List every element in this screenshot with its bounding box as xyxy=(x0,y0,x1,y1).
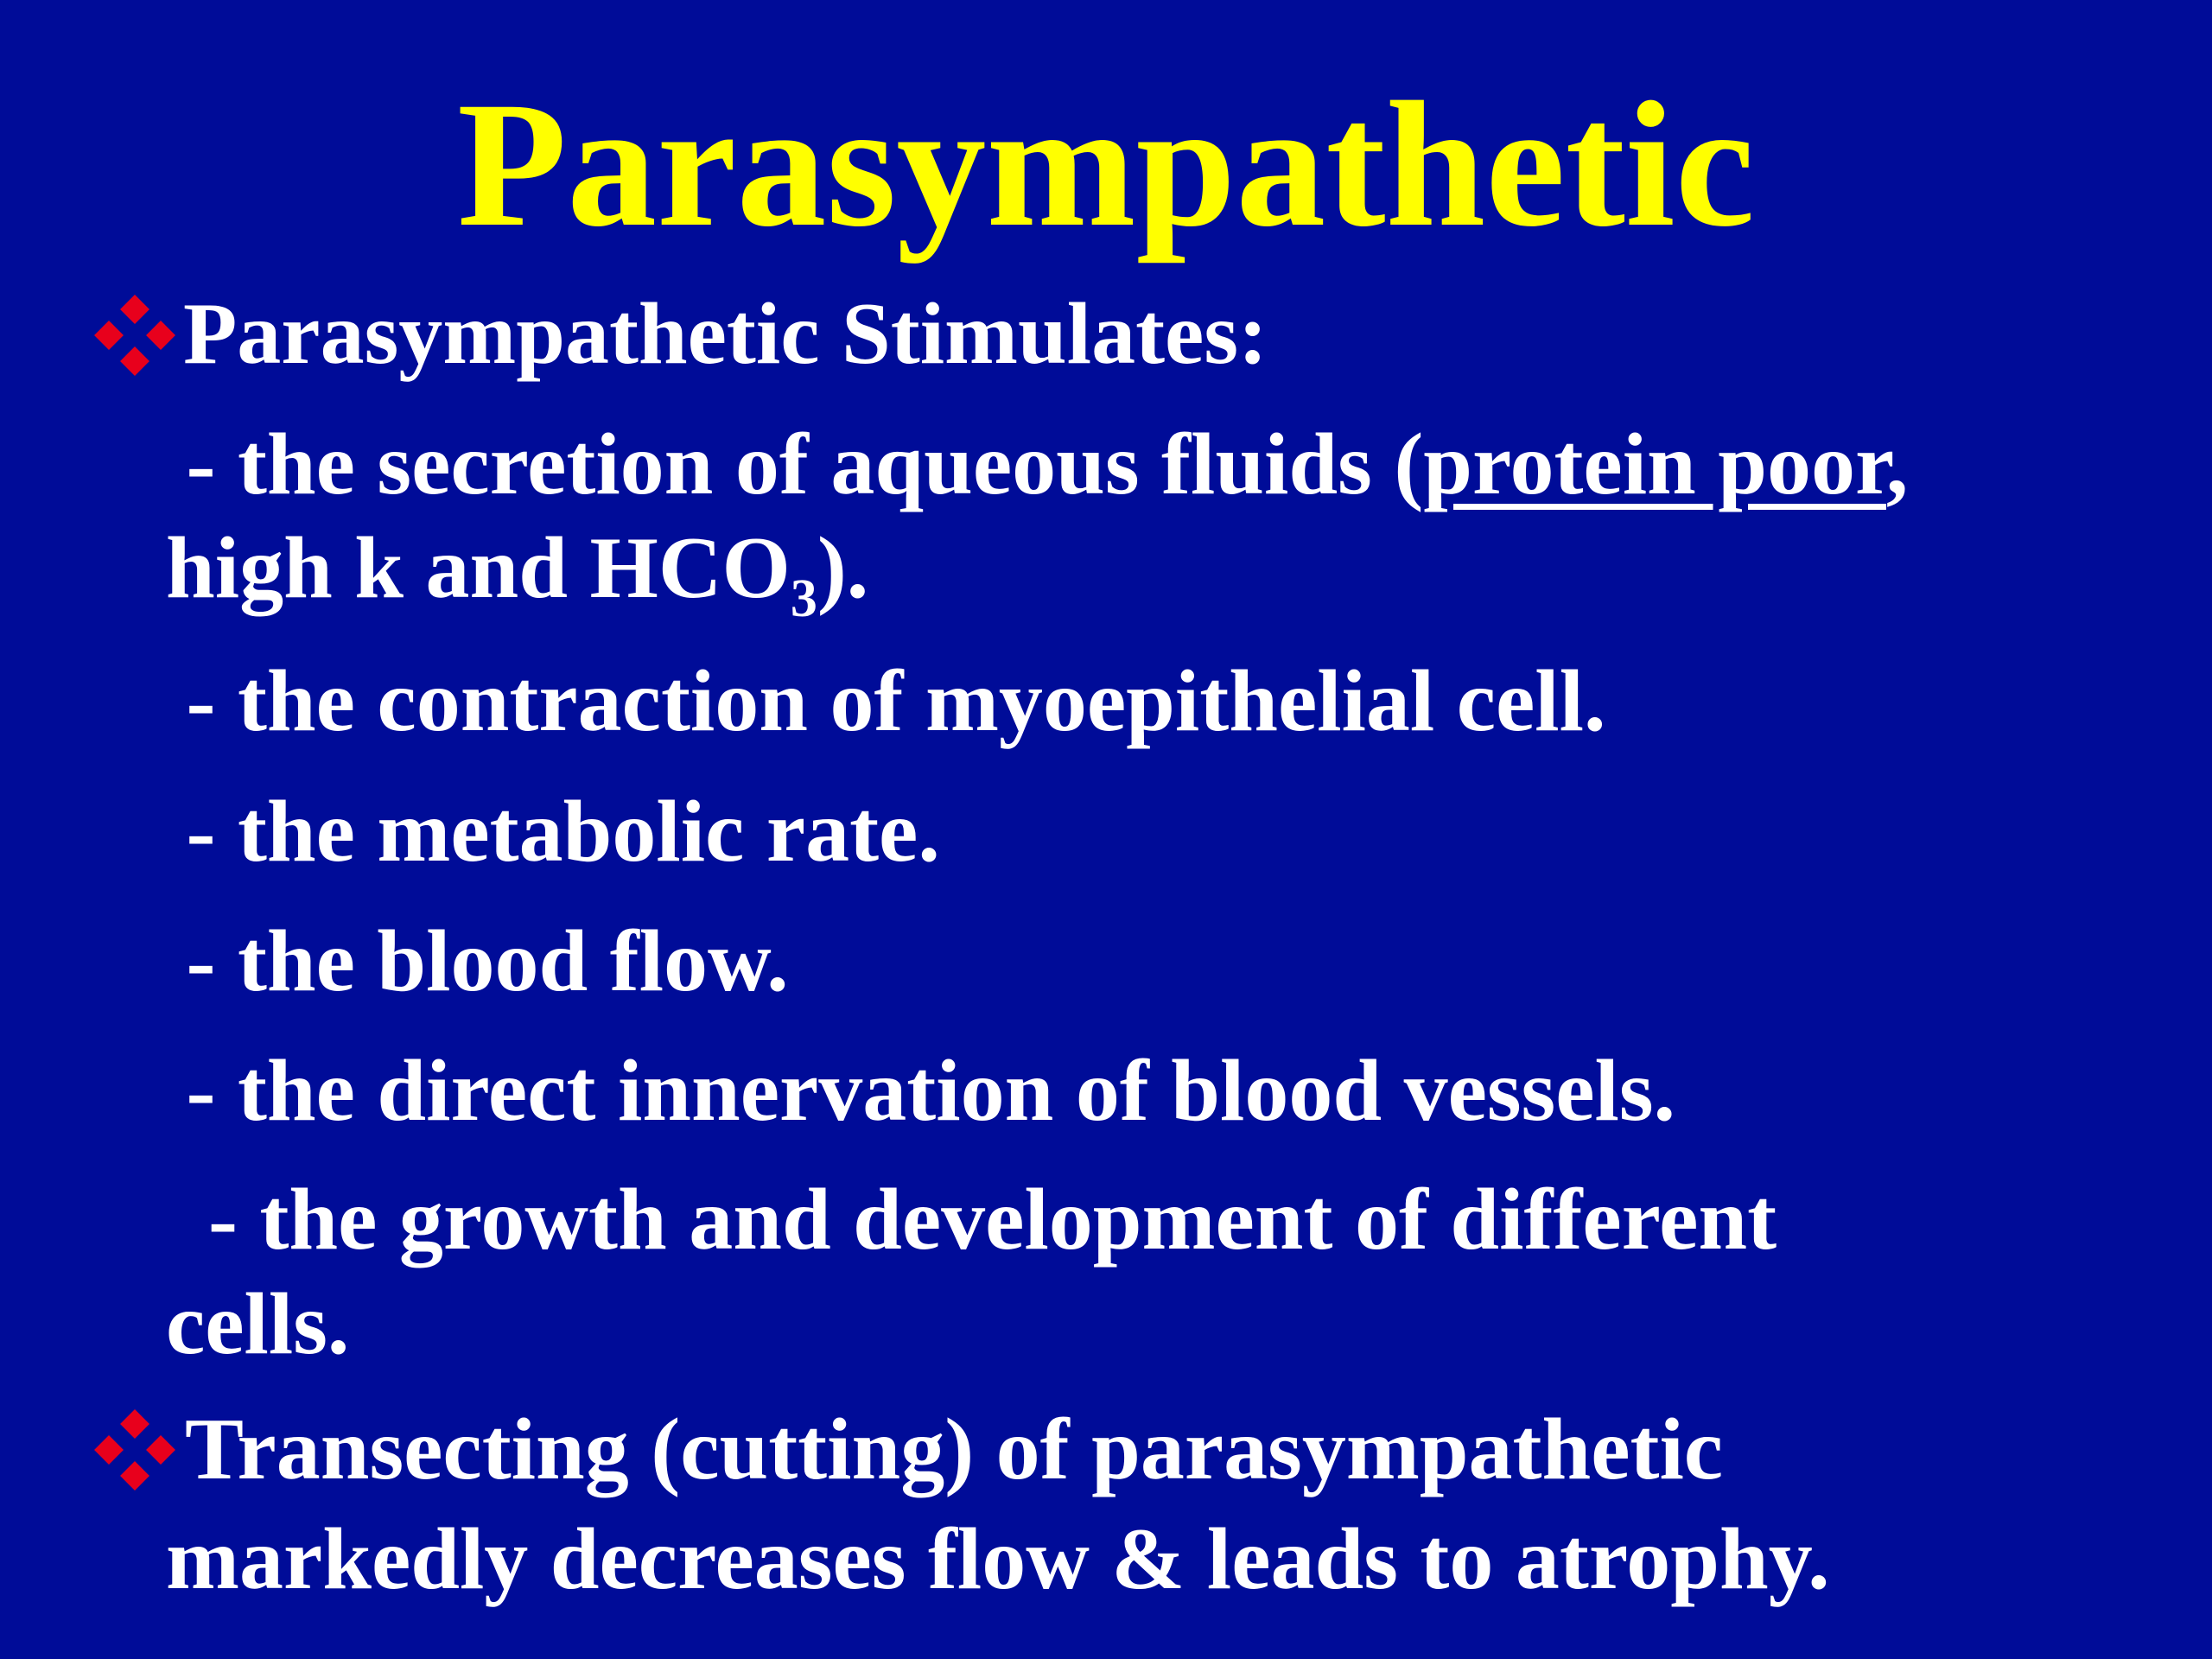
list-item-growth: - the growth and development of different xyxy=(164,1171,1777,1268)
list-item-secretion-cont-text: high k and HCO xyxy=(166,519,791,617)
slide-title: Parasympathetic xyxy=(457,65,1755,264)
subscript-3: 3 xyxy=(790,569,817,628)
underlined-protein-poor: protein poor xyxy=(1423,416,1886,513)
list-item-secretion-suffix: , xyxy=(1885,416,1909,513)
diamond-bullet-icon xyxy=(93,294,176,377)
list-item-secretion-prefix: - the secretion of aqueous fluids ( xyxy=(164,416,1424,513)
bullet-heading-stimulates: Parasympathetic Stimulates: xyxy=(183,285,1268,383)
list-item-blood-flow: - the blood flow. xyxy=(164,912,789,1010)
list-item-contraction: - the contraction of myoepithelial cell. xyxy=(164,652,1606,750)
list-item-innervation: - the direct innervation of blood vessels. xyxy=(164,1042,1676,1140)
list-item-secretion xyxy=(164,413,1908,517)
diamond-bullet-icon xyxy=(93,1408,176,1491)
list-item-growth-continued: cells. xyxy=(166,1275,350,1373)
list-item-secretion-continued xyxy=(166,517,869,628)
bullet-transecting: Transecting (cutting) of parasympathetic xyxy=(185,1401,1724,1498)
bullet-transecting-continued: markedly decreases flow & leads to atrophy. xyxy=(166,1510,1830,1608)
list-item-secretion-cont-end: ). xyxy=(817,519,869,617)
list-item-metabolic-rate: - the metabolic rate. xyxy=(164,783,940,880)
